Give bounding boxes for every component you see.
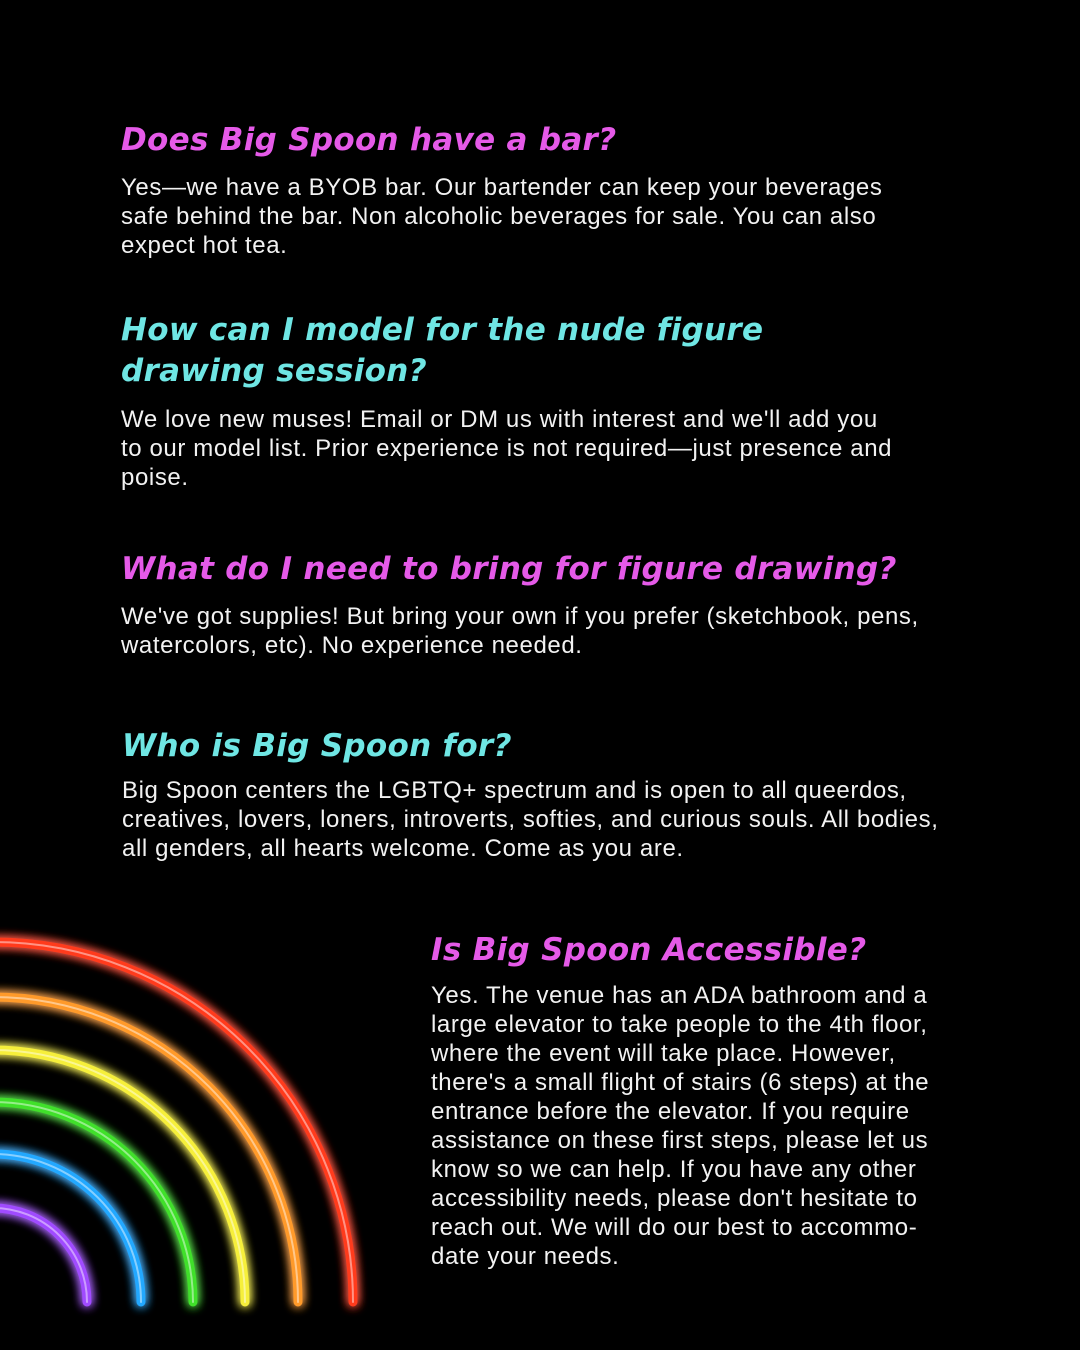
answer-line: watercolors, etc). No experience needed. (121, 632, 583, 659)
answer-line: know so we can help. If you have any other (431, 1156, 917, 1183)
answer-line: to our model list. Prior experience is not required—just presence and (121, 435, 893, 462)
answer-line: entrance before the elevator. If you require (431, 1098, 910, 1125)
orange-arc (0, 997, 298, 1302)
faq-answer (121, 405, 892, 492)
answer-line: poise. (121, 464, 189, 491)
faq-question: Does Big Spoon have a bar? (121, 122, 617, 158)
faq-answer (121, 173, 882, 260)
answer-line: Big Spoon centers the LGBTQ+ spectrum and is open to all queerdos, (122, 777, 907, 804)
faq-question: Who is Big Spoon for? (122, 728, 512, 764)
question-line: How can I model for the nude figure (121, 312, 764, 348)
question-line: drawing session? (121, 353, 427, 389)
faq-model (121, 310, 892, 492)
answer-line: accessibility needs, please don't hesitate to (431, 1185, 918, 1212)
answer-line: We love new muses! Email or DM us with interest and we'll add you (121, 406, 878, 433)
violet-arc-core (0, 1208, 87, 1302)
answer-line: Yes. The venue has an ADA bathroom and a (431, 982, 928, 1009)
answer-line: safe behind the bar. Non alcoholic beverages for sale. You can also (121, 203, 877, 230)
faq-who (122, 726, 938, 863)
faq-bar (121, 120, 882, 260)
answer-line: We've got supplies! But bring your own if you prefer (sketchbook, pens, (121, 603, 919, 630)
answer-line: reach out. We will do our best to accommo- (431, 1214, 918, 1241)
faq-bring (121, 549, 919, 660)
faq-question: What do I need to bring for figure drawing? (121, 551, 897, 587)
answer-line: Yes—we have a BYOB bar. Our bartender can keep your beverages (121, 174, 883, 201)
faq-answer (121, 602, 919, 660)
answer-line: creatives, lovers, loners, introverts, softies, and curious souls. All bodies, (122, 806, 939, 833)
answer-line: expect hot tea. (121, 232, 288, 259)
faq-answer (431, 981, 929, 1271)
neon-rainbow-icon (0, 880, 420, 1350)
answer-line: all genders, all hearts welcome. Come as you are. (122, 835, 684, 862)
answer-line: large elevator to take people to the 4th floor, (431, 1011, 928, 1038)
faq-answer (122, 776, 938, 863)
answer-line: assistance on these first steps, please let us (431, 1127, 929, 1154)
answer-line: date your needs. (431, 1243, 620, 1270)
red-arc (0, 942, 353, 1302)
answer-line: there's a small flight of stairs (6 steps) at the (431, 1069, 930, 1096)
answer-line: where the event will take place. However, (431, 1040, 896, 1067)
faq-accessible (431, 930, 929, 1271)
faq-question (121, 310, 892, 392)
faq-question: Is Big Spoon Accessible? (431, 932, 867, 968)
